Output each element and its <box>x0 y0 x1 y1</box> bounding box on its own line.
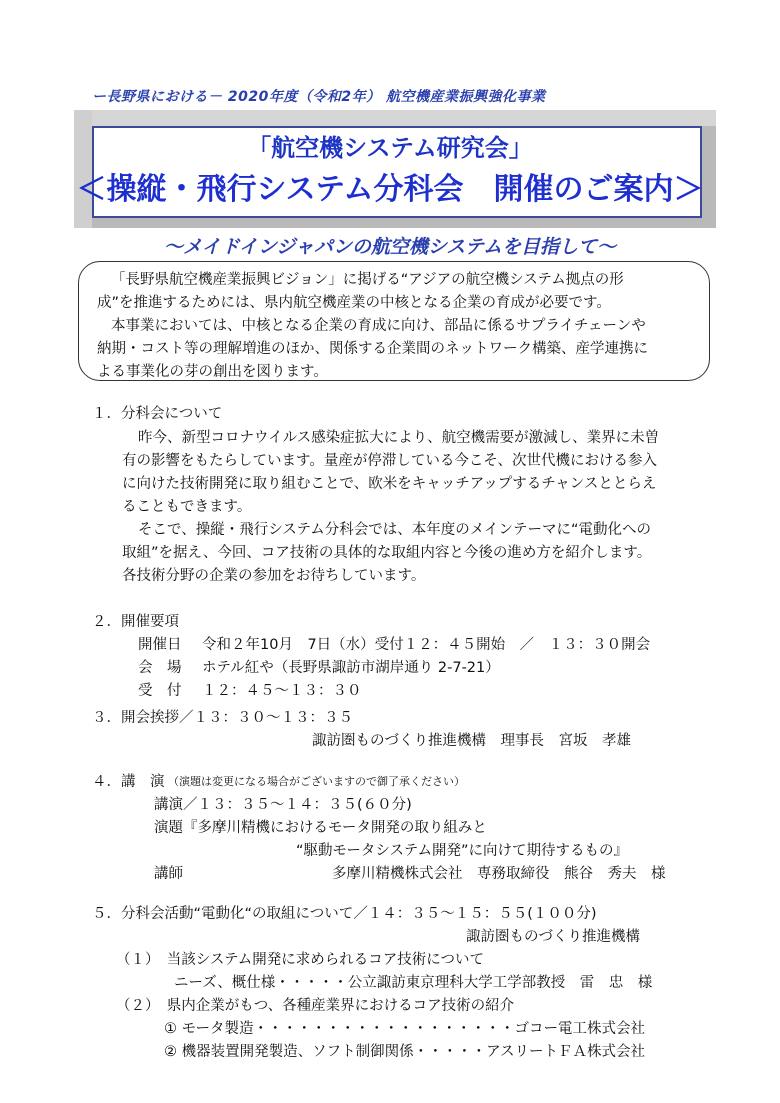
venue-value: ホテル紅や（長野県諏訪市湖岸通り 2-7-21） <box>202 660 500 676</box>
lecture-time: 講演／１３：３５～１４：３５(６０分) <box>154 797 412 813</box>
lecture-note: （演題は変更になる場合がございますので御了承ください） <box>168 775 465 788</box>
activity-detail: ② 機器装置開発製造、ソフト制御関係・・・・・アスリートＦＡ株式会社 <box>164 1044 646 1060</box>
intro-line: 「長野県航空機産業振興ビジョン」に掲げる“アジアの航空機システム拠点の形 <box>111 272 624 288</box>
intro-line: 成”を推進するためには、県内航空機産業の中核となる企業の育成が必要です。 <box>97 295 611 311</box>
section-text: そこで、操縦・飛行システム分科会では、本年度のメインテーマに“電動化への <box>138 522 651 538</box>
intro-box <box>78 261 710 381</box>
venue-label: 会 場 <box>138 660 182 676</box>
section-text: 有の影響をもたらしています。量産が停滞している今こそ、次世代機における参入 <box>122 453 658 469</box>
lecturer-label: 講師 <box>154 866 183 882</box>
series-line: ー長野県における－ 2020年度（令和2年） 航空機産業振興強化事業 <box>92 89 546 105</box>
section-text: 昨今、新型コロナウイルス感染症拡大により、航空機需要が激減し、業界に未曽 <box>138 430 660 446</box>
activity-detail: ① モータ製造・・・・・・・・・・・・・・・・・・ゴコー電工株式会社 <box>164 1021 646 1037</box>
reception-value: １２：４５～１３：３０ <box>202 683 362 699</box>
lecture-topic: 演題『多摩川精機におけるモータ開発の取り組みと <box>154 820 487 836</box>
intro-line: 納期・コスト等の理解増進のほか、関係する企業間のネットワーク構築、産学連携に <box>97 341 648 357</box>
activity-organizer: 諏訪圏ものづくり推進機構 <box>466 929 640 945</box>
section-text: ることもできます。 <box>122 499 252 515</box>
section-heading: ５．分科会活動“電動化“の取組について／１４：３５～１５：５５(１００分) <box>92 906 597 922</box>
date-value: 令和２年10月 7日（水）受付１２：４５開始 ／ １３：３０開会 <box>202 637 651 653</box>
activity-detail: ニーズ、概仕様・・・・・公立諏訪東京理科大学工学部教授 雷 忠 様 <box>174 975 653 991</box>
section-heading: ２．開催要項 <box>92 614 179 630</box>
page-title: 「航空機システム研究会」 <box>247 134 533 162</box>
reception-label: 受 付 <box>138 683 182 699</box>
date-label: 開催日 <box>138 637 182 653</box>
activity-item: （２） 県内企業がもつ、各種産業界におけるコア技術の紹介 <box>116 998 515 1014</box>
lecture-topic: “駆動モータシステム開発”に向けて期待するもの』 <box>296 843 628 859</box>
section-text: に向けた技術開発に取り組むことで、欧米をキャッチアップするチャンスととらえ <box>122 476 657 492</box>
section-heading: １．分科会について <box>92 406 223 422</box>
greeting-speaker: 諏訪圏ものづくり推進機構 理事長 宮坂 孝雄 <box>312 733 631 749</box>
section-text: 各技術分野の企業の参加をお待ちしています。 <box>122 568 426 584</box>
section-heading: ３．開会挨拶／１３：３０～１３：３５ <box>92 710 353 726</box>
lecturer-value: 多摩川精機株式会社 専務取締役 熊谷 秀夫 様 <box>332 866 666 882</box>
activity-item: （１） 当該システム開発に求められるコア技術について <box>116 952 485 968</box>
section-heading: ４．講 演 <box>92 774 165 790</box>
page-subtitle-main: ＜操縦・飛行システム分科会 開催のご案内＞ <box>76 172 704 207</box>
tagline: ～メイドインジャパンの航空機システムを目指して～ <box>164 236 616 258</box>
intro-line: よる事業化の芽の創出を図ります。 <box>97 364 328 380</box>
section-text: 取組”を据え、今回、コア技術の具体的な取組内容と今後の進め方を紹介します。 <box>122 545 652 561</box>
intro-line: 本事業においては、中核となる企業の育成に向け、部品に係るサプライチェーンや <box>111 318 646 334</box>
